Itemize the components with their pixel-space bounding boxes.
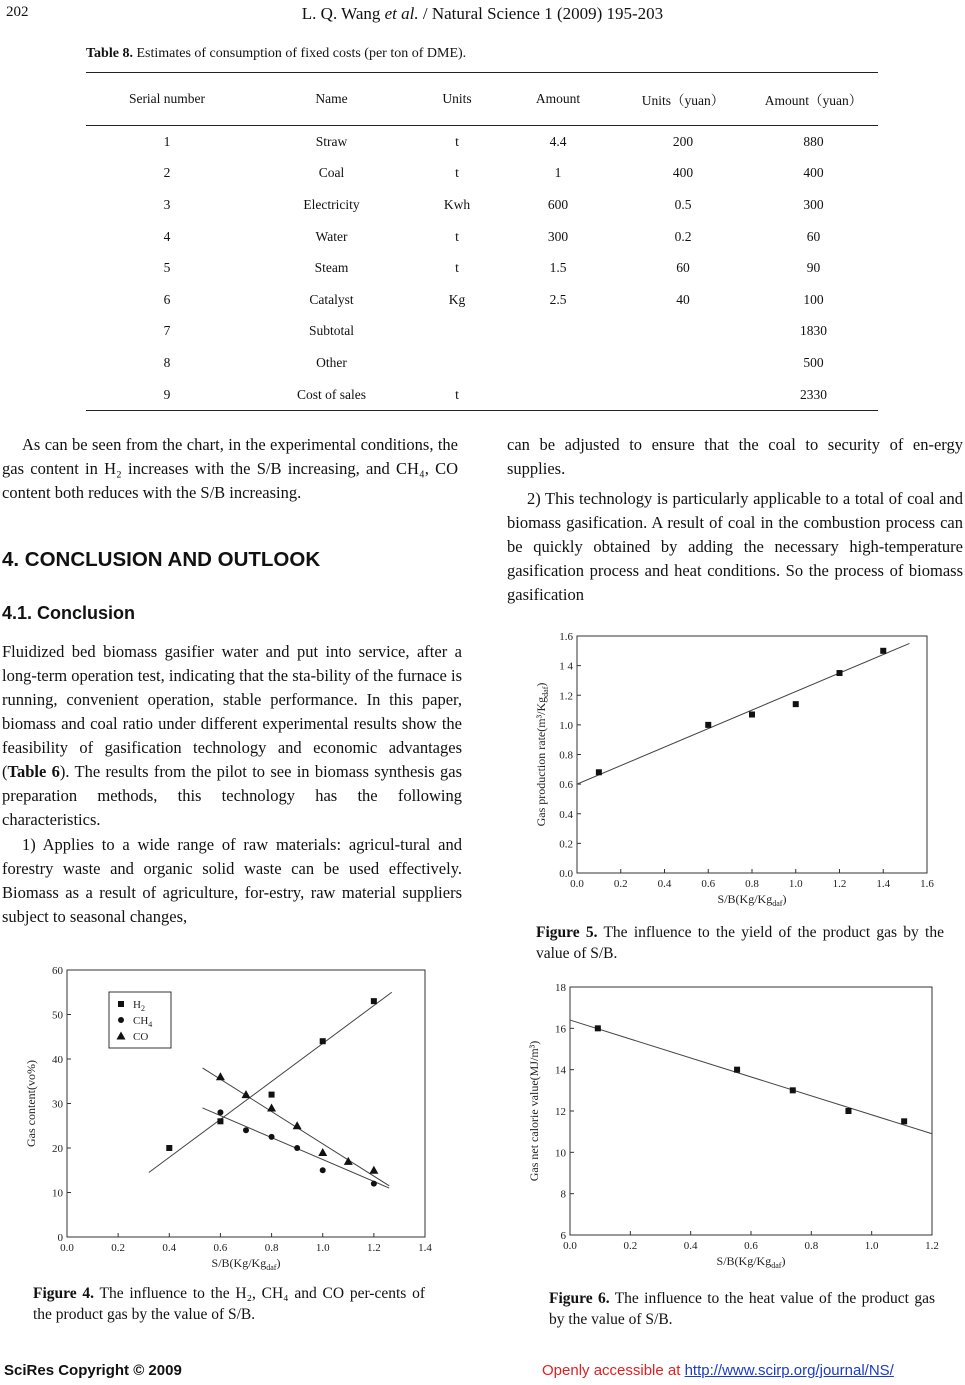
data-point [294, 1145, 300, 1151]
table8-cell: t [455, 133, 459, 149]
table8-cell: 400 [803, 165, 824, 181]
figure6-caption [549, 1288, 935, 1330]
paragraph-conclusion-text: Fluidized bed biomass gasifier water and put into service, after a long-term operation test, indicating that the sta-bility of the furnace is running, convenient operation, stable performance. In this paper, biomass and coal ratio under different experimental results show the feasibility of gasification technology and economic advantages ( [2, 642, 462, 781]
table8-cell: 2330 [749, 379, 878, 411]
y-tick-label: 60 [52, 965, 63, 977]
table8-cell: 1 [163, 133, 171, 149]
table8-cell: 90 [806, 260, 821, 276]
y-tick-label: 10 [52, 1187, 63, 1200]
journal-link[interactable]: http://www.scirp.org/journal/NS/ [684, 1362, 894, 1379]
table8-cell: Kwh [443, 196, 471, 212]
table8-cell: 2.5 [549, 291, 567, 307]
table8-cell: 4 [163, 228, 171, 244]
y-tick-label: 0.4 [559, 808, 573, 821]
y-tick-label: 1.0 [559, 719, 573, 732]
table8-cell: 400 [672, 165, 694, 181]
y-tick-label: 10 [555, 1147, 566, 1160]
fit-line [149, 992, 392, 1172]
table8-cell: t [455, 165, 459, 181]
running-head-etal: et al. [384, 4, 419, 23]
table8-cell: 0.5 [674, 196, 692, 212]
y-tick-label: 30 [52, 1098, 63, 1111]
data-point [749, 712, 755, 718]
figure6-chart [520, 975, 945, 1280]
table8 [86, 72, 878, 411]
table8-cell: 600 [547, 196, 569, 212]
y-tick-label: 20 [52, 1143, 63, 1155]
data-point [371, 1181, 377, 1187]
table8-header-cell: Units（yuan） [617, 73, 749, 126]
table8-cell: 1.5 [549, 260, 567, 276]
table8-cell: Cost of sales [248, 379, 415, 411]
figure5-chart [520, 620, 940, 920]
x-axis-label: $S/B(Kg/Kg_{daf})$ [717, 892, 787, 908]
table8-header-cell: Name [248, 73, 415, 126]
table8-cell: Catalyst [309, 291, 354, 307]
running-head-authors: L. Q. Wang [301, 4, 385, 23]
table8-cell: Kg [448, 291, 466, 307]
figure6-caption-label: Figure 6. [549, 1290, 610, 1307]
table8-cell: Water [315, 228, 348, 244]
table8-row [86, 126, 878, 158]
y-tick-label: 1.2 [559, 690, 573, 703]
plot-frame [570, 987, 932, 1235]
data-point [243, 1127, 249, 1133]
table8-row [86, 189, 878, 221]
x-tick-label: 1.2 [366, 1242, 381, 1254]
y-tick-label: 18 [555, 982, 566, 994]
table8-cell: 1830 [800, 323, 827, 339]
table8-cell: Coal [318, 165, 345, 181]
table8-cell: 500 [803, 354, 824, 370]
table8-cell [499, 379, 617, 411]
table8-cell: Subtotal [308, 323, 354, 339]
table8-cell: 0.2 [674, 228, 692, 244]
y-tick-label: 0.8 [559, 749, 573, 762]
y-tick-label: 0.6 [559, 779, 573, 792]
table8-cell: Straw [315, 133, 348, 149]
table8-cell: 8 [163, 354, 171, 370]
table8-cell: 200 [672, 133, 694, 149]
x-tick-label: 0.6 [213, 1242, 228, 1254]
right-column-top [507, 433, 963, 607]
running-head [0, 4, 965, 24]
y-tick-label: 8 [560, 1188, 566, 1201]
data-point [596, 769, 602, 775]
table8-cell: 7 [163, 323, 171, 339]
data-point [371, 998, 377, 1004]
paragraph-gas-content: As can be seen from the chart, in the experimental conditions, the gas content in H₂ increases with the S/B increasing, and CH₄, CO content both reduces with the S/B increasing. [2, 435, 458, 502]
footer-copyright: SciRes Copyright © 2009 [4, 1362, 182, 1379]
table8-cell: 60 [806, 228, 821, 244]
data-point [734, 1067, 740, 1073]
data-point [320, 1038, 326, 1044]
table8-row [86, 284, 878, 316]
x-tick-label: 1.2 [832, 878, 847, 890]
table8-cell: 300 [547, 228, 569, 244]
data-point [269, 1092, 275, 1098]
data-point [318, 1148, 327, 1156]
fit-line [577, 643, 910, 784]
paragraph-characteristic-1: 1) Applies to a wide range of raw materials: agricul-tural and forestry waste and organic solid waste can be used effectively. Biomass as a result of agriculture, for-estry, raw material suppliers subject to seasonal changes, [2, 835, 462, 926]
y-axis-label: Gas content(vo%) [24, 1060, 38, 1147]
running-head-journal: / Natural Science 1 (2009) 195-203 [418, 4, 664, 23]
table8-cell: Other [316, 354, 347, 370]
table8-cell: t [415, 379, 499, 411]
data-point [845, 1108, 851, 1114]
table8-caption-label: Table 8. [86, 46, 133, 61]
x-tick-label: 0.8 [264, 1242, 279, 1254]
paragraph-conclusion [2, 640, 462, 832]
table8-header-cell: Amount [499, 73, 617, 126]
data-point [320, 1167, 326, 1173]
y-tick-label: 0 [57, 1232, 63, 1244]
x-tick-label: 1.0 [315, 1242, 330, 1254]
table8-cell: 4.4 [549, 133, 567, 149]
data-point [901, 1118, 907, 1124]
legend-marker [118, 1001, 124, 1007]
table8-cell [499, 316, 617, 348]
table8-header-cell: Units [415, 73, 499, 126]
left-column-body [2, 640, 462, 929]
paragraph-coal-security: can be adjusted to ensure that the coal to security of en-ergy supplies. [507, 435, 963, 478]
table8-cell [415, 316, 499, 348]
fit-line [570, 1020, 932, 1134]
table8-header-cell: Serial number [86, 73, 248, 126]
table8-caption [86, 46, 466, 62]
figure5-caption-label: Figure 5. [536, 924, 598, 941]
data-point [269, 1134, 275, 1140]
x-tick-label: 0.4 [683, 1240, 698, 1252]
table8-cell: Electricity [303, 196, 360, 212]
legend-label: $H_2$ [133, 999, 145, 1013]
table8-cell: 300 [803, 196, 824, 212]
table8-row [86, 379, 878, 411]
table8-cell [617, 316, 749, 348]
data-point [837, 670, 843, 676]
data-point [880, 648, 886, 654]
x-tick-label: 1.2 [925, 1240, 939, 1252]
table8-header-row [86, 73, 878, 126]
page-number: 202 [6, 4, 29, 20]
table8-cell [499, 347, 617, 379]
data-point [790, 1087, 796, 1093]
x-tick-label: 0.6 [701, 878, 716, 890]
x-tick-label: 1.0 [788, 878, 803, 890]
table8-cell: 60 [676, 260, 690, 276]
table8-cell: 100 [803, 291, 824, 307]
data-point [369, 1166, 378, 1174]
data-point [242, 1090, 251, 1098]
data-point [595, 1025, 601, 1031]
y-tick-label: 16 [555, 1023, 566, 1036]
table8-cell: t [455, 228, 459, 244]
data-point [793, 701, 799, 707]
data-point [166, 1145, 172, 1151]
data-point [217, 1118, 223, 1124]
y-tick-label: 14 [555, 1064, 566, 1077]
x-tick-label: 0.2 [111, 1242, 126, 1254]
table6-reference: Table 6 [7, 762, 60, 781]
table8-row [86, 252, 878, 284]
subsection-heading: 4.1. Conclusion [2, 603, 136, 623]
figure5-caption-text: The influence to the yield of the product gas by the value of S/B. [536, 924, 944, 962]
table8-row [86, 316, 878, 348]
figure4-caption-text: The influence to the H₂, CH₄ and CO per-cents of the product gas by the value of S/B. [33, 1285, 425, 1323]
table8-caption-text: Estimates of consumption of fixed costs (per ton of DME). [132, 46, 467, 61]
section-heading: 4. CONCLUSION AND OUTLOOK [2, 548, 321, 571]
paragraph-characteristic-2: 2) This technology is particularly applicable to a total of coal and biomass gasification. A result of coal in the combustion process can be quickly obtained by adding the necessary high-temperature gasification process and heat conditions. So the process of biomass gasification [507, 489, 963, 604]
table8-row [86, 221, 878, 253]
table8-cell: Steam [314, 260, 349, 276]
y-tick-label: 0.2 [559, 838, 573, 851]
paragraph-conclusion-text-end: ). The results from the pilot to see in biomass synthesis gas preparation methods, this technology has the following characteristics. [2, 762, 462, 829]
table8-header-cell: Amount（yuan） [749, 73, 878, 126]
table8-cell [415, 347, 499, 379]
table8-row [86, 158, 878, 190]
x-tick-label: 0.0 [60, 1242, 74, 1254]
x-tick-label: 1.6 [920, 878, 934, 890]
footer-access-text: Openly accessible at [542, 1362, 685, 1379]
data-point [217, 1109, 223, 1115]
x-tick-label: 0.8 [745, 878, 759, 890]
y-tick-label: 0.0 [559, 868, 573, 880]
legend-label: $CH_4$ [133, 1015, 153, 1029]
data-point [705, 722, 711, 728]
table8-cell: 40 [676, 291, 690, 307]
plot-frame [577, 636, 927, 873]
table8-cell [617, 379, 749, 411]
legend-label: CO [133, 1031, 149, 1043]
x-axis-label: $S/B(Kg/Kg_{daf})$ [716, 1254, 786, 1270]
x-tick-label: 0.0 [563, 1240, 577, 1252]
x-tick-label: 1.4 [876, 878, 891, 890]
x-tick-label: 0.2 [623, 1240, 638, 1252]
y-tick-label: 1.6 [559, 631, 573, 643]
x-tick-label: 0.4 [162, 1242, 177, 1254]
y-tick-label: 40 [52, 1054, 63, 1066]
x-tick-label: 0.0 [570, 878, 584, 890]
x-tick-label: 1.0 [864, 1240, 879, 1252]
left-column-top [2, 433, 458, 505]
x-tick-label: 0.6 [744, 1240, 758, 1252]
y-axis-label: Gas net calorie value(MJ/m³) [527, 1040, 541, 1182]
y-axis-label: Gas production $rate(m^3/Kg_{daf})$ [534, 682, 550, 827]
figure6-caption-text: The influence to the heat value of the product gas by the value of S/B. [549, 1290, 936, 1328]
legend-marker [118, 1017, 124, 1023]
data-point [216, 1072, 225, 1080]
table8-cell: 9 [86, 379, 248, 411]
figure4-chart [20, 955, 440, 1280]
table8-cell: 880 [803, 133, 824, 149]
x-tick-label: 0.4 [657, 878, 672, 890]
y-tick-label: 50 [52, 1009, 63, 1022]
table8-row [86, 347, 878, 379]
x-axis-label: $S/B(Kg/Kg_{daf})$ [211, 1256, 281, 1272]
data-point [267, 1103, 276, 1111]
x-tick-label: 0.2 [613, 878, 628, 890]
figure5-caption [536, 922, 944, 964]
table8-cell: 1 [554, 165, 562, 181]
x-tick-label: 0.8 [804, 1240, 819, 1252]
table8-cell: 5 [163, 260, 171, 276]
x-tick-label: 1.4 [418, 1242, 432, 1254]
figure4-caption [33, 1283, 425, 1325]
table8-cell: 3 [163, 196, 171, 212]
y-tick-label: 1 4 [559, 660, 573, 673]
y-tick-label: 12 [555, 1106, 566, 1118]
table8-cell: t [455, 260, 459, 276]
table8-cell: 2 [163, 165, 171, 181]
figure4-caption-label: Figure 4. [33, 1285, 95, 1302]
table8-cell [617, 347, 749, 379]
y-tick-label: 6 [560, 1230, 566, 1242]
footer-access [542, 1362, 894, 1379]
table8-cell: 6 [163, 291, 171, 307]
